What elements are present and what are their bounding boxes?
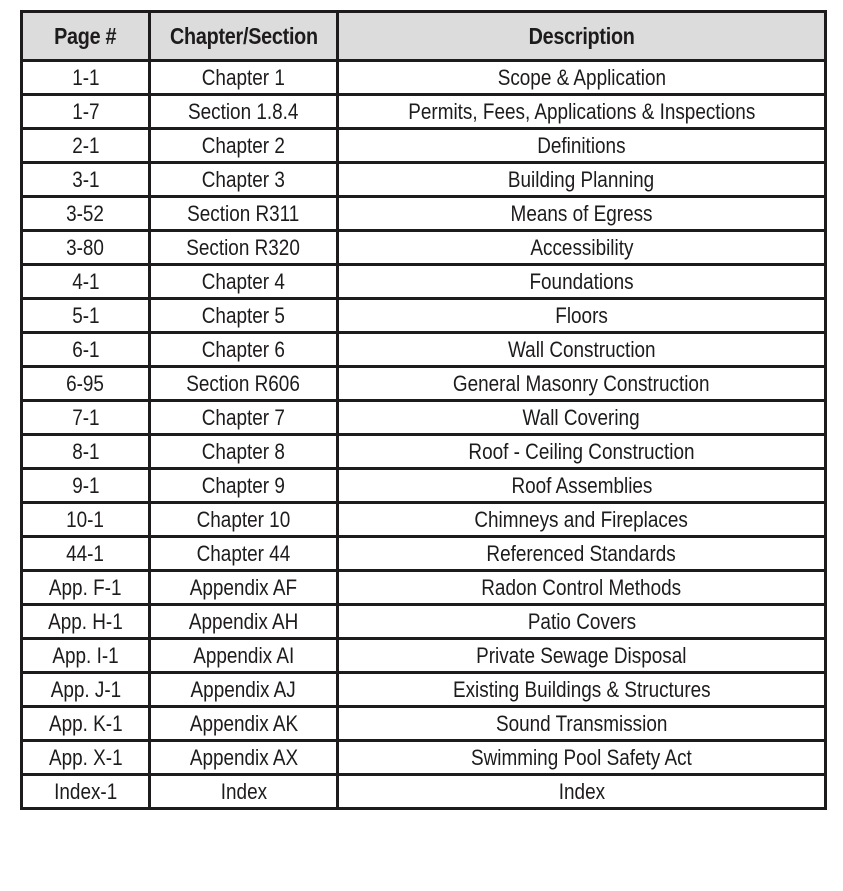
page-number-cell (22, 163, 150, 197)
table-row (22, 435, 826, 469)
page-number-cell-text: 44-1 (66, 540, 105, 566)
description-cell-text: Roof Assemblies (511, 472, 652, 498)
table-row (22, 95, 826, 129)
description-cell-text: Referenced Standards (486, 540, 677, 566)
chapter-section-cell (150, 129, 338, 163)
chapter-section-cell-text: Appendix AJ (190, 676, 297, 702)
page-number-cell-text: App. K-1 (48, 710, 123, 736)
page-number-cell (22, 537, 150, 571)
description-cell (338, 775, 826, 809)
page-number-cell (22, 95, 150, 129)
description-cell-text: Floors (555, 302, 608, 328)
page-number-cell-text: 1-1 (71, 64, 100, 90)
page-number-cell-text: 6-95 (66, 370, 105, 396)
description-cell-text: Accessibility (529, 234, 634, 260)
chapter-section-cell (150, 537, 338, 571)
description-cell (338, 673, 826, 707)
page-number-cell-text: 6-1 (71, 336, 100, 362)
chapter-section-cell-text: Chapter 3 (201, 166, 286, 192)
chapter-section-cell (150, 197, 338, 231)
chapter-section-cell (150, 367, 338, 401)
description-cell-text: Wall Covering (522, 404, 641, 430)
chapter-section-cell (150, 435, 338, 469)
page-number-cell (22, 639, 150, 673)
page-number-cell-text: 8-1 (71, 438, 100, 464)
table-row (22, 163, 826, 197)
table-row (22, 299, 826, 333)
table-row (22, 469, 826, 503)
page-number-cell (22, 775, 150, 809)
description-cell (338, 231, 826, 265)
page-number-cell (22, 469, 150, 503)
chapter-section-cell (150, 401, 338, 435)
chapter-section-cell-text: Chapter 6 (201, 336, 286, 362)
page-number-cell (22, 231, 150, 265)
table-row (22, 741, 826, 775)
page-number-cell-text: App. H-1 (48, 608, 123, 634)
chapter-section-cell (150, 95, 338, 129)
table-row (22, 129, 826, 163)
chapter-section-cell-text: Chapter 7 (201, 404, 286, 430)
table-row (22, 231, 826, 265)
description-cell-text: Patio Covers (527, 608, 636, 634)
chapter-section-cell (150, 707, 338, 741)
page-number-cell-text: 7-1 (71, 404, 100, 430)
column-header-description-label: Description (528, 22, 635, 49)
chapter-section-cell (150, 605, 338, 639)
chapter-section-cell (150, 503, 338, 537)
page-number-cell (22, 571, 150, 605)
table-row (22, 401, 826, 435)
chapter-section-cell-text: Appendix AK (189, 710, 298, 736)
description-cell-text: Wall Construction (507, 336, 656, 362)
page-number-cell-text: 2-1 (71, 132, 100, 158)
chapter-section-cell-text: Appendix AI (193, 642, 294, 668)
chapter-section-cell (150, 775, 338, 809)
description-cell-text: Existing Buildings & Structures (452, 676, 711, 702)
table-row (22, 537, 826, 571)
page-number-cell-text: 1-7 (71, 98, 100, 124)
description-cell (338, 367, 826, 401)
description-cell (338, 639, 826, 673)
page-number-cell (22, 197, 150, 231)
page-number-cell (22, 673, 150, 707)
description-cell (338, 333, 826, 367)
description-cell-text: Chimneys and Fireplaces (474, 506, 689, 532)
chapter-section-cell-text: Chapter 10 (196, 506, 291, 532)
chapter-section-cell (150, 741, 338, 775)
chapter-section-cell-text: Appendix AF (189, 574, 298, 600)
header-row (22, 12, 826, 61)
description-cell (338, 299, 826, 333)
description-cell (338, 571, 826, 605)
page-number-cell-text: 3-80 (66, 234, 105, 260)
page-number-cell (22, 401, 150, 435)
description-cell (338, 95, 826, 129)
description-cell (338, 197, 826, 231)
chapter-section-cell-text: Index (220, 778, 267, 804)
description-cell (338, 61, 826, 95)
page-number-cell (22, 741, 150, 775)
column-header-chapter-section (150, 12, 338, 61)
page-number-cell (22, 605, 150, 639)
page-number-cell-text: 4-1 (71, 268, 100, 294)
table-row (22, 673, 826, 707)
table-row (22, 61, 826, 95)
chapter-section-cell-text: Chapter 5 (201, 302, 286, 328)
chapter-section-cell-text: Chapter 9 (201, 472, 286, 498)
description-cell (338, 401, 826, 435)
page-number-cell-text: Index-1 (53, 778, 118, 804)
description-cell-text: Foundations (529, 268, 634, 294)
page-number-cell (22, 129, 150, 163)
description-cell-text: Building Planning (508, 166, 655, 192)
table-row (22, 605, 826, 639)
page-number-cell-text: App. F-1 (49, 574, 122, 600)
table-row (22, 503, 826, 537)
description-cell-text: Roof - Ceiling Construction (468, 438, 695, 464)
column-header-chapter-section-label: Chapter/Section (169, 22, 318, 49)
page-number-cell (22, 61, 150, 95)
chapter-section-cell-text: Appendix AH (188, 608, 299, 634)
table-body (22, 61, 826, 809)
chapter-section-cell (150, 61, 338, 95)
description-cell (338, 741, 826, 775)
page-number-cell (22, 707, 150, 741)
description-cell-text: Scope & Application (497, 64, 666, 90)
chapter-section-cell (150, 333, 338, 367)
table-row (22, 707, 826, 741)
description-cell-text: Index (558, 778, 605, 804)
table-row (22, 571, 826, 605)
chapter-section-cell-text: Chapter 1 (201, 64, 286, 90)
description-cell-text: Swimming Pool Safety Act (471, 744, 692, 770)
page-number-cell (22, 333, 150, 367)
table-header (22, 12, 826, 61)
chapter-section-cell (150, 639, 338, 673)
column-header-description (338, 12, 826, 61)
description-cell (338, 129, 826, 163)
chapter-section-cell (150, 231, 338, 265)
page-number-cell-text: App. X-1 (48, 744, 123, 770)
chapter-section-cell-text: Section R311 (187, 200, 300, 226)
description-cell (338, 469, 826, 503)
chapter-section-cell (150, 469, 338, 503)
page-number-cell-text: App. I-1 (52, 642, 119, 668)
chapter-section-cell (150, 163, 338, 197)
page-number-cell-text: 10-1 (66, 506, 105, 532)
table-row (22, 265, 826, 299)
description-cell (338, 707, 826, 741)
chapter-section-cell-text: Chapter 8 (201, 438, 286, 464)
table-row (22, 333, 826, 367)
chapter-section-cell (150, 265, 338, 299)
page-number-cell-text: App. J-1 (50, 676, 121, 702)
column-header-page-label: Page # (54, 22, 117, 49)
chapter-section-cell-text: Section 1.8.4 (188, 98, 299, 124)
page-number-cell-text: 9-1 (71, 472, 100, 498)
column-header-page (22, 12, 150, 61)
page-number-cell (22, 503, 150, 537)
table-row (22, 775, 826, 809)
description-cell-text: Private Sewage Disposal (476, 642, 687, 668)
description-cell-text: Radon Control Methods (481, 574, 682, 600)
chapter-section-cell-text: Section R320 (186, 234, 301, 260)
description-cell-text: Permits, Fees, Applications & Inspections (407, 98, 756, 124)
chapter-section-cell (150, 673, 338, 707)
chapter-section-cell-text: Chapter 2 (201, 132, 286, 158)
table-row (22, 197, 826, 231)
chapter-section-cell (150, 299, 338, 333)
page-number-cell (22, 299, 150, 333)
chapter-section-cell-text: Chapter 44 (196, 540, 291, 566)
page-number-cell-text: 3-1 (71, 166, 100, 192)
table-row (22, 639, 826, 673)
page-number-cell (22, 265, 150, 299)
description-cell (338, 503, 826, 537)
description-cell-text: Means of Egress (510, 200, 653, 226)
description-cell-text: General Masonry Construction (453, 370, 710, 396)
description-cell (338, 537, 826, 571)
description-cell (338, 265, 826, 299)
page-number-cell-text: 5-1 (71, 302, 100, 328)
chapter-section-cell-text: Section R606 (186, 370, 301, 396)
description-cell (338, 163, 826, 197)
description-cell-text: Sound Transmission (495, 710, 668, 736)
page-number-cell-text: 3-52 (66, 200, 105, 226)
description-cell (338, 605, 826, 639)
table-of-contents (20, 10, 827, 810)
page-number-cell (22, 435, 150, 469)
description-cell-text: Definitions (537, 132, 626, 158)
chapter-section-cell-text: Chapter 4 (201, 268, 286, 294)
table-row (22, 367, 826, 401)
page-number-cell (22, 367, 150, 401)
chapter-section-cell (150, 571, 338, 605)
description-cell (338, 435, 826, 469)
chapter-section-cell-text: Appendix AX (189, 744, 298, 770)
